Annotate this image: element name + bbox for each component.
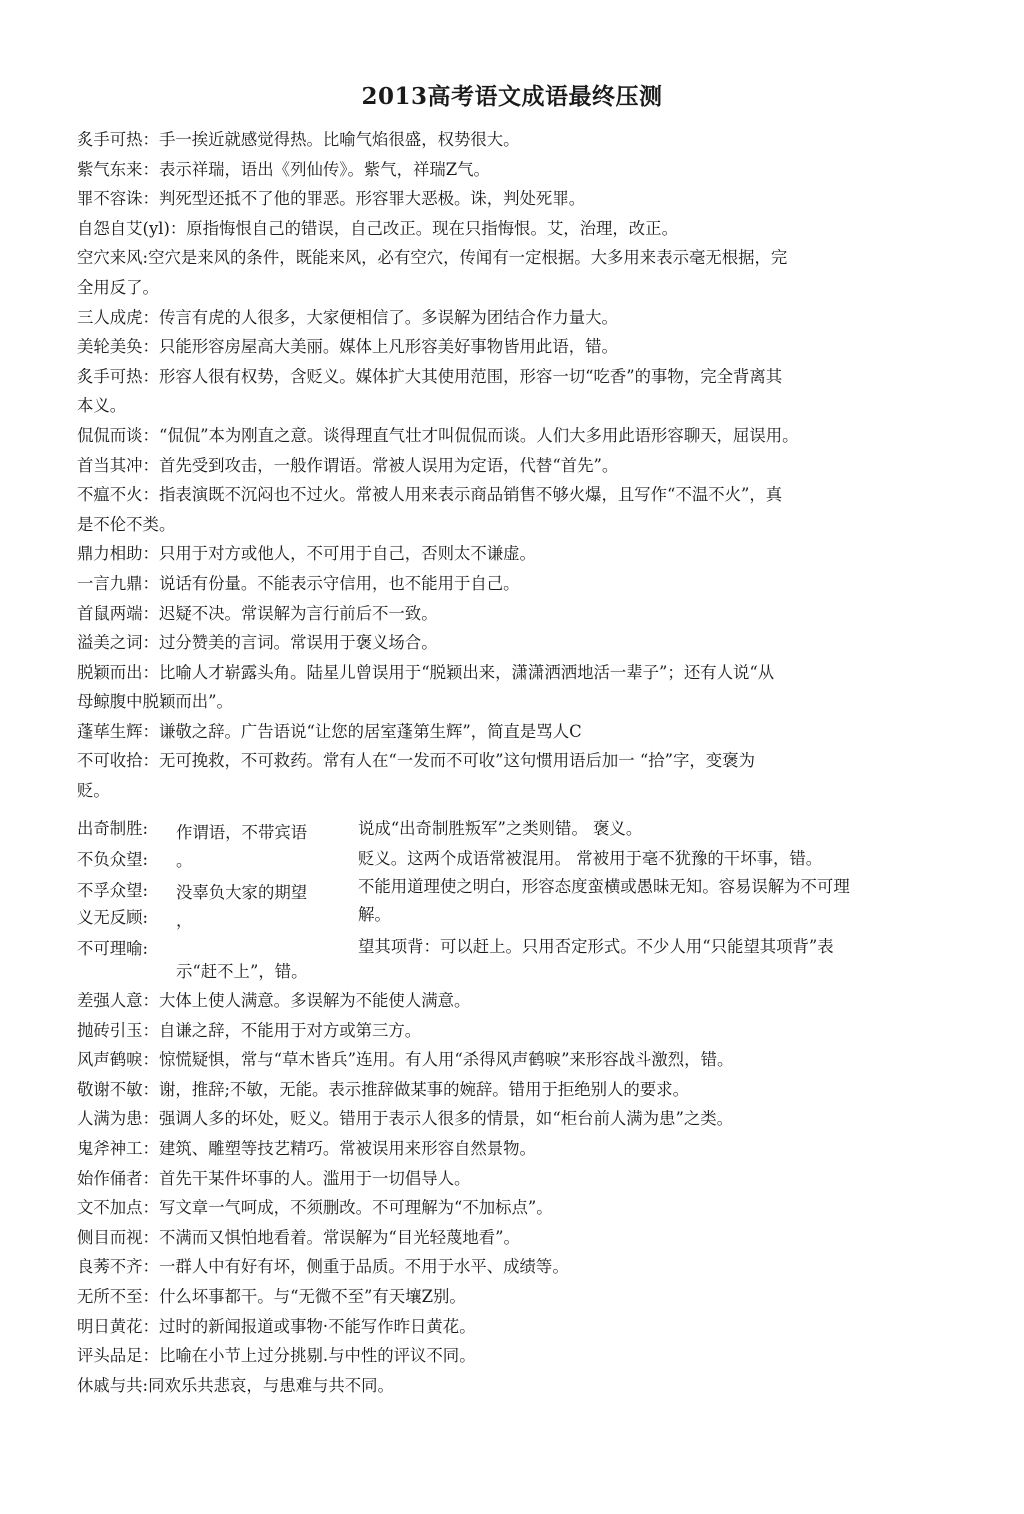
entry-line: 本义。 — [77, 396, 127, 416]
entry-line: 炙手可热：形容人很有权势，含贬义。媒体扩大其使用范围，形容一切“吃香”的事物，完全背离其 — [77, 366, 783, 386]
idiom-entry — [77, 658, 937, 717]
entry-line: 溢美之词：过分赞美的言词。常误用于褒义场合。 — [77, 633, 438, 653]
idiom-entry: 评头品足：比喻在小节上过分挑剔.与中性的评议不同。 — [77, 1346, 476, 1366]
entry-line: 空穴来风:空穴是来风的条件，既能来风，必有空穴，传闻有一定根据。大多用来表示毫无根据，完 — [77, 248, 788, 268]
entry-line: 紫气东来：表示祥瑞，语出《列仙传》。紫气，祥瑞Z气。 — [77, 159, 490, 179]
idiom-entry: 明日黄花：过时的新闻报道或事物·不能写作昨日黄花。 — [77, 1316, 476, 1336]
idiom-entry — [77, 332, 937, 362]
entry-line: 侃侃而谈：“侃侃”本为刚直之意。谈得理直气壮才叫侃侃而谈。人们大多用此语形容聊天，屈误用。 — [77, 425, 799, 445]
block-definition-wrap: 示“赶不上”，错。 — [176, 962, 308, 981]
block-note: 作谓语，不带宾语 — [176, 823, 308, 842]
idiom-entry — [77, 628, 937, 658]
entry-line: 是不伦不类。 — [77, 514, 176, 534]
block-note: ， — [176, 911, 193, 930]
idiom-entry — [77, 184, 937, 214]
idiom-entry — [77, 125, 937, 155]
entry-line: 脱颖而出：比喻人才崭露头角。陆星儿曾误用于“脱颖出来，潇潇洒洒地活一辈子”；还有人说“从 — [77, 662, 775, 682]
entry-line: 一言九鼎：说话有份量。不能表示守信用，也不能用于自己。 — [77, 573, 520, 593]
block-term: 不孚众望: — [77, 881, 149, 900]
block-note: 。 — [176, 851, 193, 870]
entry-line: 美轮美奂：只能形容房屋高大美丽。媒体上凡形容美好事物皆用此语，错。 — [77, 337, 618, 357]
idiom-entry: 无所不至：什么坏事都干。与“无微不至”有天壤Z别。 — [77, 1286, 466, 1306]
idiom-entry — [77, 480, 937, 539]
idiom-entry: 鬼斧神工：建筑、雕塑等技艺精巧。常被误用来形容自然景物。 — [77, 1138, 536, 1158]
entry-line: 鼎力相助：只用于对方或他人，不可用于自己，否则太不谦虚。 — [77, 544, 536, 564]
block-term: 不可理喻: — [77, 939, 149, 958]
idiom-entry: 始作俑者：首先干某件坏事的人。滥用于一切倡导人。 — [77, 1168, 471, 1188]
idiom-entry — [77, 717, 937, 747]
idiom-entry: 差强人意：大体上使人满意。多误解为不能使人满意。 — [77, 991, 471, 1010]
idiom-entry: 侧目而视：不满而又惧怕地看着。常误解为“目光轻蔑地看”。 — [77, 1227, 520, 1247]
block-term: 义无反顾: — [77, 908, 149, 927]
entry-line: 不瘟不火：指表演既不沉闷也不过火。常被人用来表示商品销售不够火爆，且写作“不温不火”，真 — [77, 485, 783, 505]
idiom-entry: 文不加点：写文章一气呵成，不须删改。不可理解为“不加标点”。 — [77, 1198, 553, 1218]
idiom-entry: 敬谢不敏：谢，推辞;不敏，无能。表示推辞做某事的婉辞。错用于拒绝别人的要求。 — [77, 1079, 689, 1099]
idiom-entry — [77, 569, 937, 599]
entry-line: 母鲸腹中脱颖而出”。 — [77, 692, 233, 712]
idiom-entry — [77, 451, 937, 481]
entry-line: 三人成虎：传言有虎的人很多，大家便相信了。多误解为团结合作力量大。 — [77, 307, 618, 327]
page-title: 2013高考语文成语最终压测 — [361, 83, 663, 110]
idiom-entry — [77, 421, 937, 451]
entry-line: 蓬荜生辉：谦敬之辞。广告语说“让您的居室蓬第生辉”，简直是骂人C — [77, 721, 582, 741]
entry-line: 自怨自艾(yl)：原指悔恨自己的错误，自己改正。现在只指悔恨。艾，治理，改正。 — [77, 218, 678, 238]
entry-line: 贬。 — [77, 781, 110, 801]
entry-line: 首当其冲：首先受到攻击，一般作谓语。常被人误用为定语，代替“首先”。 — [77, 455, 619, 475]
block-term: 不负众望: — [77, 850, 149, 869]
block-definition: 望其项背：可以赶上。只用否定形式。不少人用“只能望其项背”表 — [358, 937, 834, 956]
idiom-entry — [77, 303, 937, 333]
idiom-entry: 人满为患：强调人多的坏处，贬义。错用于表示人很多的情景，如“柜台前人满为患”之类。 — [77, 1109, 733, 1129]
idiom-entry — [77, 362, 937, 421]
idiom-entry — [77, 599, 937, 629]
idiom-entry — [77, 539, 937, 569]
idiom-entry: 良莠不齐：一群人中有好有坏，侧重于品质。不用于水平、成绩等。 — [77, 1257, 569, 1277]
idiom-entry — [77, 243, 937, 302]
idiom-entry: 休戚与共:同欢乐共悲哀，与患难与共不同。 — [77, 1375, 394, 1395]
block-definition: 说成“出奇制胜叛军”之类则错。 褒义。 — [358, 819, 643, 838]
idiom-entry: 风声鹤唳：惊慌疑惧，常与“草木皆兵”连用。有人用“杀得风声鹤唳”来形容战斗激烈，错。 — [77, 1050, 734, 1070]
entry-line: 炙手可热：手一挨近就感觉得热。比喻气焰很盛，权势很大。 — [77, 130, 520, 149]
entry-line: 全用反了。 — [77, 277, 159, 297]
entry-line: 罪不容诛：判死型还抵不了他的罪恶。形容罪大恶极。诛，判处死罪。 — [77, 189, 586, 209]
idiom-entry: 抛砖引玉：自谦之辞，不能用于对方或第三方。 — [77, 1020, 422, 1040]
idiom-list-tail — [77, 986, 937, 1400]
idiom-entry — [77, 214, 937, 244]
idiom-entry — [77, 746, 937, 805]
block-term: 出奇制胜: — [77, 819, 149, 838]
block-definition: 不能用道理使之明白，形容态度蛮横或愚昧无知。容易误解为不可理 — [358, 877, 850, 896]
entry-line: 首鼠两端：迟疑不决。常误解为言行前后不一致。 — [77, 603, 438, 623]
block-definition: 贬义。这两个成语常被混用。 常被用于毫不犹豫的干坏事，错。 — [358, 849, 823, 868]
idiom-entry — [77, 155, 937, 185]
idiom-list — [77, 125, 937, 806]
block-note: 没辜负大家的期望 — [176, 883, 308, 902]
entry-line: 不可收拾：无可挽救，不可救药。常有人在“一发而不可收”这句惯用语后加一 “拾”字，变褒为 — [77, 751, 755, 771]
idiom-table-block — [77, 814, 937, 986]
block-definition: 解。 — [358, 905, 391, 924]
